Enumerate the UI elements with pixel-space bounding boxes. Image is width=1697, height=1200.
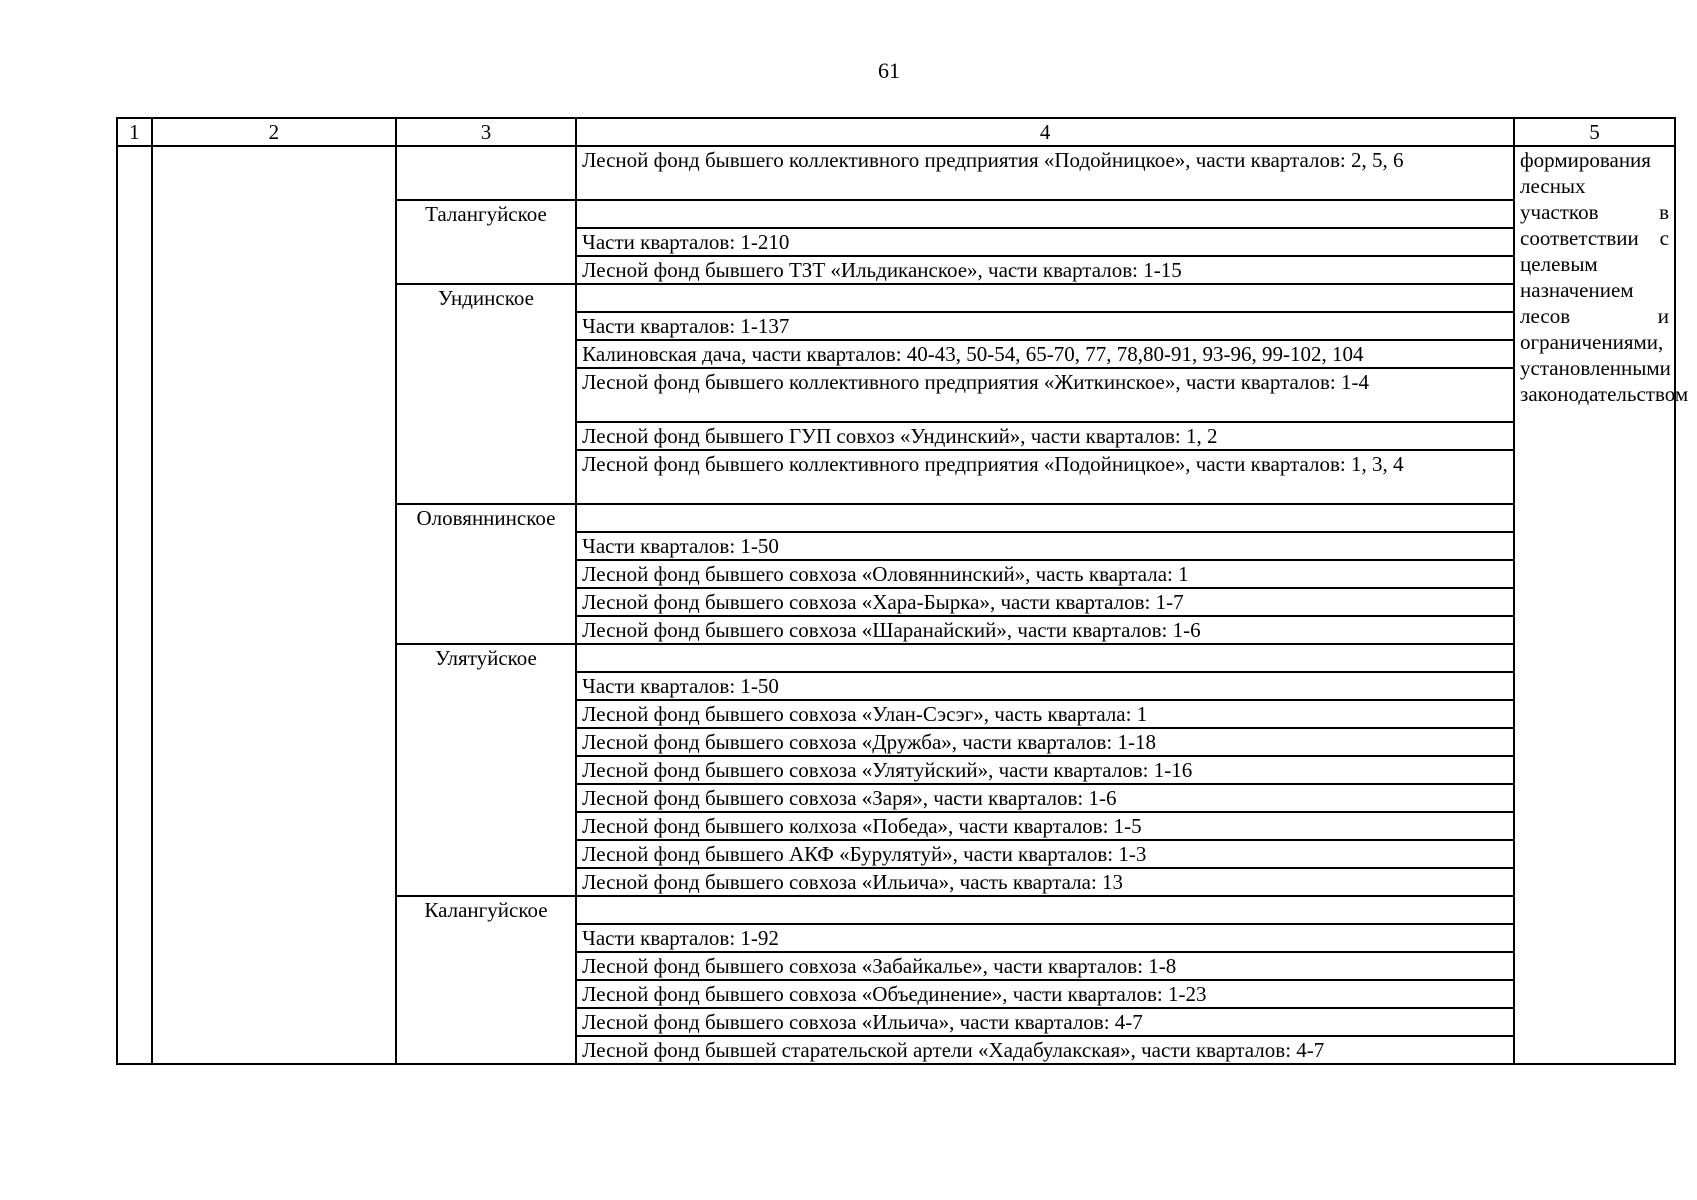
header-cell-2: 2 (152, 118, 396, 146)
quarter-description (576, 284, 1514, 312)
table-row (117, 146, 1675, 200)
quarter-description: Лесной фонд бывшего АКФ «Бурулятуй», части кварталов: 1-3 (576, 840, 1514, 868)
forestry-name: Ундинское (396, 284, 576, 504)
page-number: 61 (878, 58, 900, 83)
quarter-description: Части кварталов: 1-50 (576, 532, 1514, 560)
quarter-description: Лесной фонд бывшего совхоза «Улан-Сэсэг», часть квартала: 1 (576, 700, 1514, 728)
quarter-description (576, 504, 1514, 532)
quarter-description: Лесной фонд бывшего ГУП совхоз «Ундинский», части кварталов: 1, 2 (576, 422, 1514, 450)
header-row (117, 118, 1675, 146)
quarter-description: Части кварталов: 1-50 (576, 672, 1514, 700)
forestry-name: Талангуйское (396, 200, 576, 284)
quarter-description: Лесной фонд бывшей старательской артели «Хадабулакская», части кварталов: 4-7 (576, 1036, 1514, 1064)
forestry-name: Калангуйское (396, 896, 576, 1064)
quarter-description: Калиновская дача, части кварталов: 40-43, 50-54, 65-70, 77, 78,80-91, 93-96, 99-102, 104 (576, 340, 1514, 368)
quarter-description: Части кварталов: 1-210 (576, 228, 1514, 256)
forestry-name: Улятуйское (396, 644, 576, 896)
quarter-description: Части кварталов: 1-92 (576, 924, 1514, 952)
quarter-description (576, 200, 1514, 228)
quarter-description: Лесной фонд бывшего совхоза «Дружба», части кварталов: 1-18 (576, 728, 1514, 756)
header-cell-3: 3 (396, 118, 576, 146)
quarter-description: Лесной фонд бывшего совхоза «Ильича», части кварталов: 4-7 (576, 1008, 1514, 1036)
forestry-name: Оловяннинское (396, 504, 576, 644)
quarter-description (576, 896, 1514, 924)
quarter-description: Лесной фонд бывшего совхоза «Хара-Бырка», части кварталов: 1-7 (576, 588, 1514, 616)
purpose-note: формирования лесных участков в соответствии с целевым назначением лесов и ограничениями, установленными законодательством (1514, 146, 1675, 1064)
forestry-table (116, 117, 1689, 1065)
quarter-description: Лесной фонд бывшего коллективного предприятия «Подойницкое», части кварталов: 2, 5, 6 (576, 146, 1514, 200)
header-cell-5: 5 (1514, 118, 1675, 146)
quarter-description: Лесной фонд бывшего совхоза «Ильича», часть квартала: 13 (576, 868, 1514, 896)
column-2-cell (152, 146, 396, 1064)
quarter-description: Лесной фонд бывшего совхоза «Заря», части кварталов: 1-6 (576, 784, 1514, 812)
quarter-description: Лесной фонд бывшего совхоза «Улятуйский», части кварталов: 1-16 (576, 756, 1514, 784)
header-cell-4: 4 (576, 118, 1514, 146)
quarter-description: Лесной фонд бывшего совхоза «Шаранайский», части кварталов: 1-6 (576, 616, 1514, 644)
quarter-description: Лесной фонд бывшего коллективного предприятия «Житкинское», части кварталов: 1-4 (576, 368, 1514, 422)
quarter-description: Лесной фонд бывшего совхоза «Оловяннинский», часть квартала: 1 (576, 560, 1514, 588)
quarter-description (576, 644, 1514, 672)
forestry-cell (396, 146, 576, 200)
quarter-description: Лесной фонд бывшего совхоза «Объединение», части кварталов: 1-23 (576, 980, 1514, 1008)
quarter-description: Лесной фонд бывшего колхоза «Победа», части кварталов: 1-5 (576, 812, 1514, 840)
header-cell-1: 1 (117, 118, 152, 146)
quarter-description: Лесной фонд бывшего совхоза «Забайкалье», части кварталов: 1-8 (576, 952, 1514, 980)
column-1-cell (117, 146, 152, 1064)
quarter-description: Лесной фонд бывшего коллективного предприятия «Подойницкое», части кварталов: 1, 3, 4 (576, 450, 1514, 504)
quarter-description: Части кварталов: 1-137 (576, 312, 1514, 340)
quarter-description: Лесной фонд бывшего ТЗТ «Ильдиканское», части кварталов: 1-15 (576, 256, 1514, 284)
